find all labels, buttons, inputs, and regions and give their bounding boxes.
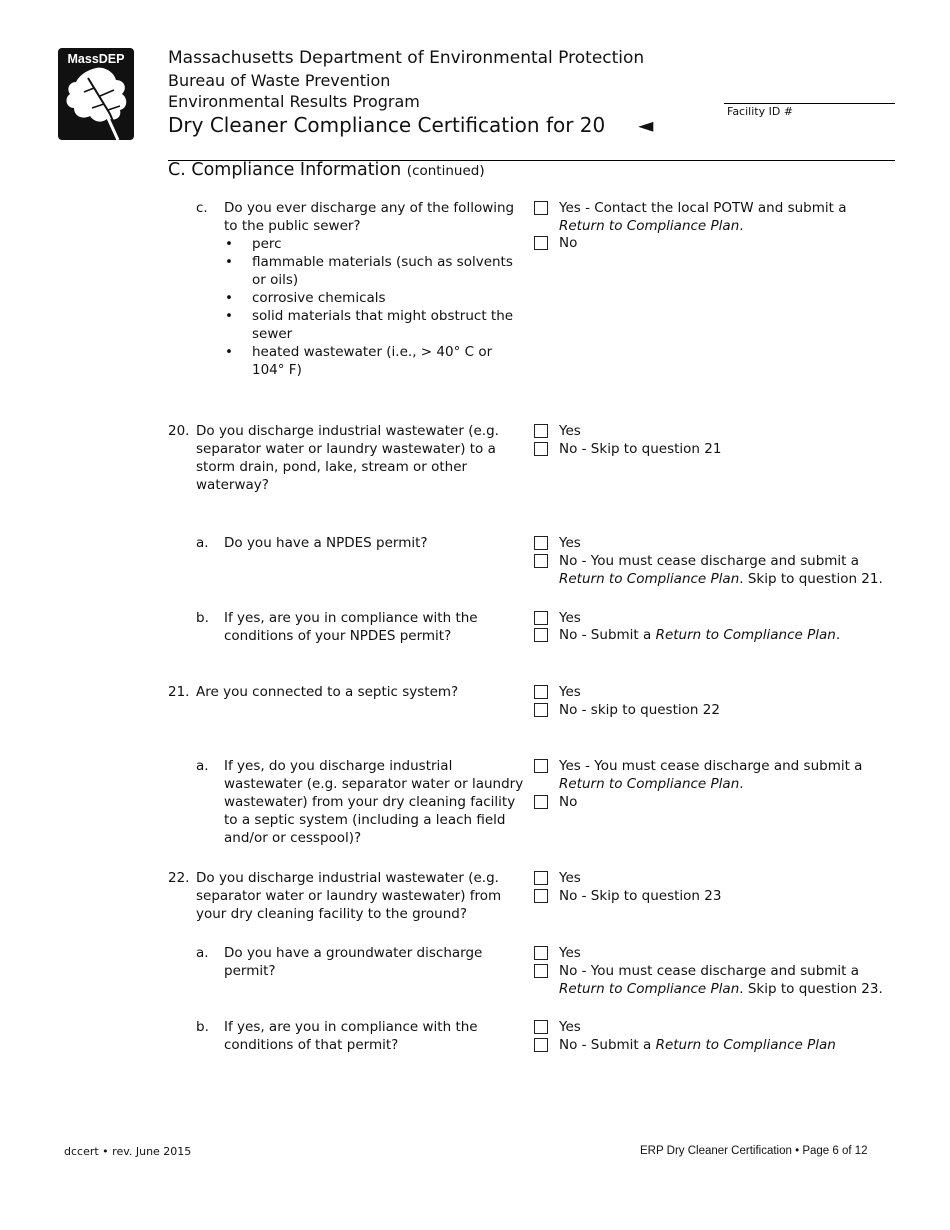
program-name: Environmental Results Program [168, 92, 420, 111]
option-label: Yes [559, 870, 581, 886]
question-text: If yes, do you discharge industrial wastewater (e.g. separator water or laundry wastewater) from your dry cleaning facility to a septic system (including a leach field and/or or cesspool)? [224, 758, 524, 846]
plan-link-text: Return to Compliance Plan [559, 776, 740, 792]
plan-link-text: Return to Compliance Plan [655, 1037, 836, 1053]
option-label: No - You must cease discharge and submit a [559, 963, 860, 979]
question-c-text: Do you ever discharge any of the following to the public sewer? [224, 200, 515, 234]
question-number: b. [196, 610, 209, 626]
option-label: No - Skip to question 21 [559, 441, 722, 457]
option-label: Yes [559, 535, 581, 551]
question-number: a. [196, 945, 209, 961]
list-item: • solid materials that might obstruct the sewer [252, 307, 524, 343]
option-label: Yes - Contact the local POTW and submit a [559, 200, 847, 216]
plan-link-text: Return to Compliance Plan [655, 627, 836, 643]
facility-id-field[interactable] [724, 103, 895, 104]
section-title-text: C. Compliance Information [168, 160, 402, 180]
plan-link-text: Return to Compliance Plan [559, 981, 740, 997]
question-text: Are you connected to a septic system? [196, 684, 459, 700]
option-label: Yes - You must cease discharge and submit a [559, 758, 863, 774]
question-number: a. [196, 535, 209, 551]
arrow-left-icon: ◄ [637, 113, 654, 137]
form-title-text: Dry Cleaner Compliance Certification for 20 [168, 113, 606, 137]
footer-revision: dccert • rev. June 2015 [64, 1145, 192, 1158]
skip-text: . Skip to question 21. [739, 571, 883, 587]
option-label: No - You must cease discharge and submit a [559, 553, 860, 569]
logo-text: MassDEP [67, 52, 125, 66]
plan-link-text: Return to Compliance Plan [559, 571, 740, 587]
option-label: Yes [559, 423, 581, 439]
section-continued: (continued) [406, 163, 485, 179]
checkbox-yes[interactable] [534, 424, 548, 438]
checkbox-yes[interactable] [534, 201, 548, 215]
option-label: No - skip to question 22 [559, 702, 720, 718]
checkbox-yes[interactable] [534, 1020, 548, 1034]
question-number: a. [196, 758, 209, 774]
checkbox-no[interactable] [534, 554, 548, 568]
question-text: Do you have a NPDES permit? [224, 535, 428, 551]
question-number: b. [196, 1019, 209, 1035]
checkbox-yes[interactable] [534, 685, 548, 699]
punct: . [835, 627, 841, 643]
question-number: c. [196, 200, 208, 216]
oak-leaf-icon [58, 48, 134, 140]
punct: . [739, 218, 744, 234]
checkbox-yes[interactable] [534, 946, 548, 960]
punct: . [739, 776, 744, 792]
bullet-list [224, 235, 524, 379]
question-text: Do you discharge industrial wastewater (e.g. separator water or laundry wastewater) from your dry cleaning facility to the ground? [196, 870, 502, 922]
question-text: If yes, are you in compliance with the conditions of that permit? [224, 1019, 478, 1053]
list-item: • heated wastewater (i.e., > 40° C or 104° F) [252, 343, 524, 379]
option-label: Yes [559, 1019, 581, 1035]
checkbox-yes[interactable] [534, 611, 548, 625]
question-text: If yes, are you in compliance with the conditions of your NPDES permit? [224, 610, 478, 644]
checkbox-yes[interactable] [534, 759, 548, 773]
form-title [168, 113, 653, 137]
agency-name: Massachusetts Department of Environmental Protection [168, 48, 645, 68]
option-label: No [559, 235, 578, 251]
option-label: Yes [559, 610, 581, 626]
option-label: No [559, 794, 578, 810]
checkbox-yes[interactable] [534, 536, 548, 550]
option-label: Yes [559, 945, 581, 961]
plan-link-text: Return to Compliance Plan [559, 218, 740, 234]
list-item: • flammable materials (such as solvents or oils) [252, 253, 524, 289]
checkbox-no[interactable] [534, 442, 548, 456]
option-label: No - Submit a [559, 627, 656, 643]
checkbox-no[interactable] [534, 628, 548, 642]
checkbox-yes[interactable] [534, 871, 548, 885]
question-number: 20. [168, 423, 190, 439]
footer-page-info: ERP Dry Cleaner Certification • Page 6 of 12 [640, 1145, 868, 1157]
list-item: • corrosive chemicals [252, 289, 524, 307]
list-item: • perc [252, 235, 524, 253]
checkbox-no[interactable] [534, 795, 548, 809]
option-label: No - Skip to question 23 [559, 888, 722, 904]
question-number: 22. [168, 870, 190, 886]
question-text: Do you have a groundwater discharge permit? [224, 945, 483, 979]
question-number: 21. [168, 684, 190, 700]
question-text [224, 199, 524, 379]
option-label: No - Submit a [559, 1037, 656, 1053]
facility-id-label: Facility ID # [727, 105, 794, 118]
question-text: Do you discharge industrial wastewater (e.g. separator water or laundry wastewater) to a storm drain, pond, lake, stream or other waterway? [196, 423, 499, 493]
skip-text: . Skip to question 23. [739, 981, 883, 997]
checkbox-no[interactable] [534, 236, 548, 250]
checkbox-no[interactable] [534, 1038, 548, 1052]
checkbox-no[interactable] [534, 889, 548, 903]
massdep-logo [58, 48, 134, 140]
option-label: Yes [559, 684, 581, 700]
section-title [168, 160, 485, 180]
bureau-name: Bureau of Waste Prevention [168, 71, 391, 90]
checkbox-no[interactable] [534, 703, 548, 717]
checkbox-no[interactable] [534, 964, 548, 978]
